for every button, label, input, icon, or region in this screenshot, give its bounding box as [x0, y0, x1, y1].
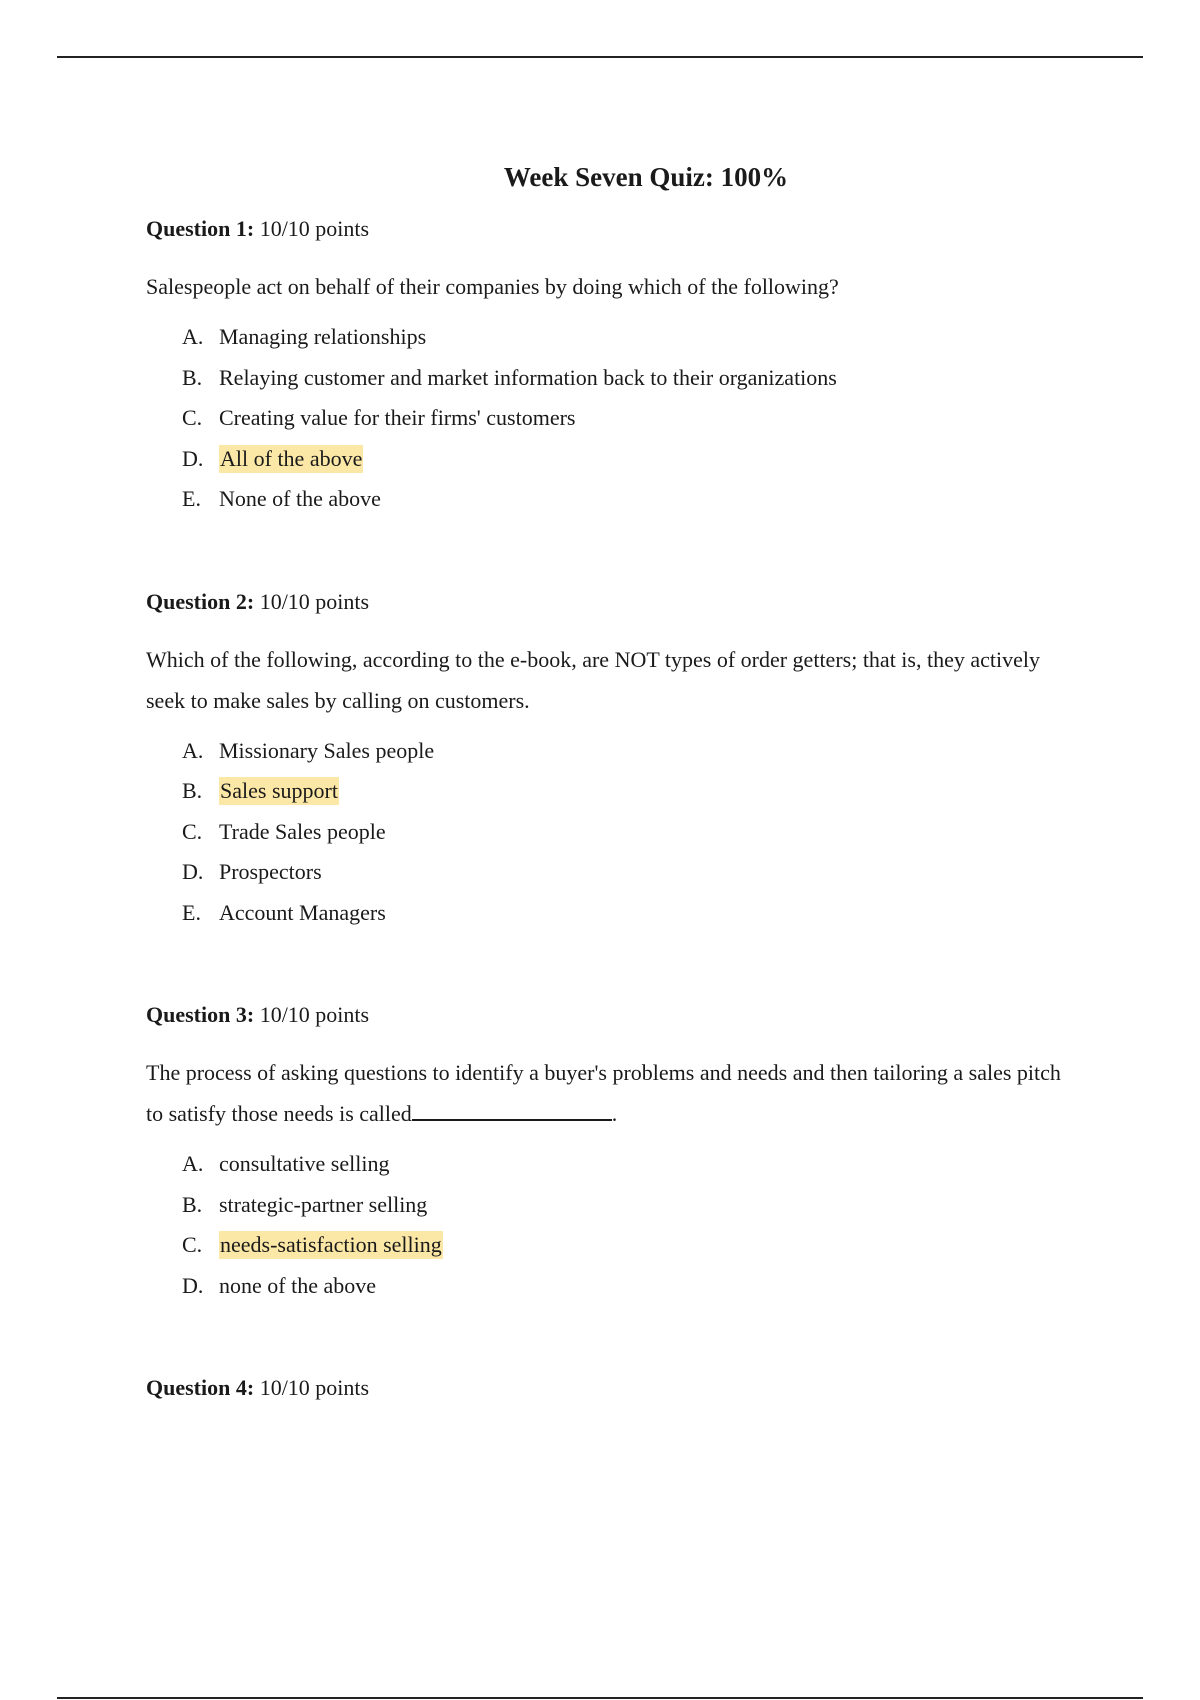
option-letter: E.: [182, 899, 201, 925]
fill-in-blank: [412, 1095, 612, 1121]
answer-option: [182, 812, 1066, 853]
question-4: [146, 1373, 1066, 1403]
answer-option-selected: [182, 771, 1066, 812]
option-text: Creating value for their firms' customers: [219, 405, 576, 430]
option-letter: C.: [182, 405, 203, 430]
question-3: [146, 1000, 1066, 1306]
option-letter: B.: [182, 1191, 203, 1217]
question-1: [146, 214, 1066, 520]
option-letter: C.: [182, 818, 203, 844]
option-text: None of the above: [219, 486, 381, 511]
answer-option: [182, 1266, 1066, 1307]
question-score: 10/10 points: [254, 1002, 370, 1027]
option-text: Account Managers: [219, 899, 386, 925]
highlighted-answer: Sales support: [220, 778, 338, 804]
answer-options: [146, 1144, 1066, 1306]
question-label: Question 4:: [146, 1375, 255, 1400]
question-header: [146, 1000, 1066, 1030]
highlighted-answer: needs-satisfaction selling: [220, 1232, 442, 1258]
question-score: 10/10 points: [254, 216, 370, 241]
question-text: Salespeople act on behalf of their companies by doing which of the following?: [146, 274, 839, 299]
option-text: strategic-partner selling: [219, 1191, 428, 1217]
option-letter: A.: [182, 737, 204, 763]
question-2: [146, 587, 1066, 934]
answer-option: [182, 317, 1066, 358]
option-letter: C.: [182, 1232, 203, 1257]
answer-options: [146, 317, 1066, 520]
answer-option: [182, 1185, 1066, 1226]
option-text: Trade Sales people: [219, 818, 386, 844]
option-text: Relaying customer and market information back to their organizations: [219, 364, 837, 390]
question-label: Question 3:: [146, 1002, 255, 1027]
question-score: 10/10 points: [254, 1375, 370, 1400]
bottom-rule: [57, 1697, 1143, 1699]
option-text: Managing relationships: [219, 324, 427, 349]
question-text-after-blank: .: [611, 1101, 618, 1126]
answer-options: [146, 731, 1066, 934]
option-letter: A.: [182, 324, 204, 349]
question-header: [146, 1373, 1066, 1403]
document-title: Week Seven Quiz: 100%: [503, 162, 789, 192]
option-letter: E.: [182, 486, 201, 511]
option-letter: B.: [182, 778, 203, 803]
answer-option: [182, 852, 1066, 893]
option-letter: D.: [182, 445, 204, 471]
option-letter: A.: [182, 1151, 204, 1176]
question-text: [146, 1052, 1066, 1134]
question-text: Which of the following, according to the e-book, are NOT types of order getters; that is, they actively seek to make sales by calling on customers.: [146, 646, 1040, 713]
answer-option-selected: [182, 439, 1066, 480]
answer-option: [182, 731, 1066, 772]
question-header: [146, 214, 1066, 244]
option-letter: D.: [182, 1272, 204, 1298]
answer-option: [182, 358, 1066, 399]
answer-option-selected: [182, 1225, 1066, 1266]
option-letter: B.: [182, 364, 203, 390]
highlighted-answer: All of the above: [220, 445, 363, 471]
question-text-before-blank: The process of asking questions to identify a buyer's problems and needs and then tailoring a sales pitch to satisfy those needs is called: [146, 1060, 1061, 1126]
option-letter: D.: [182, 859, 204, 884]
option-text: none of the above: [219, 1272, 376, 1298]
question-label: Question 1:: [146, 216, 255, 241]
question-label: Question 2:: [146, 588, 255, 614]
option-text: Missionary Sales people: [219, 737, 435, 763]
top-rule: [57, 56, 1143, 58]
quiz-document: [146, 150, 1066, 1403]
option-text: Prospectors: [219, 859, 322, 884]
question-score: 10/10 points: [254, 588, 370, 614]
answer-option: [182, 893, 1066, 934]
answer-option: [182, 398, 1066, 439]
answer-option: [182, 479, 1066, 520]
answer-option: [182, 1144, 1066, 1185]
option-text: consultative selling: [219, 1151, 390, 1176]
question-header: [146, 587, 1066, 617]
